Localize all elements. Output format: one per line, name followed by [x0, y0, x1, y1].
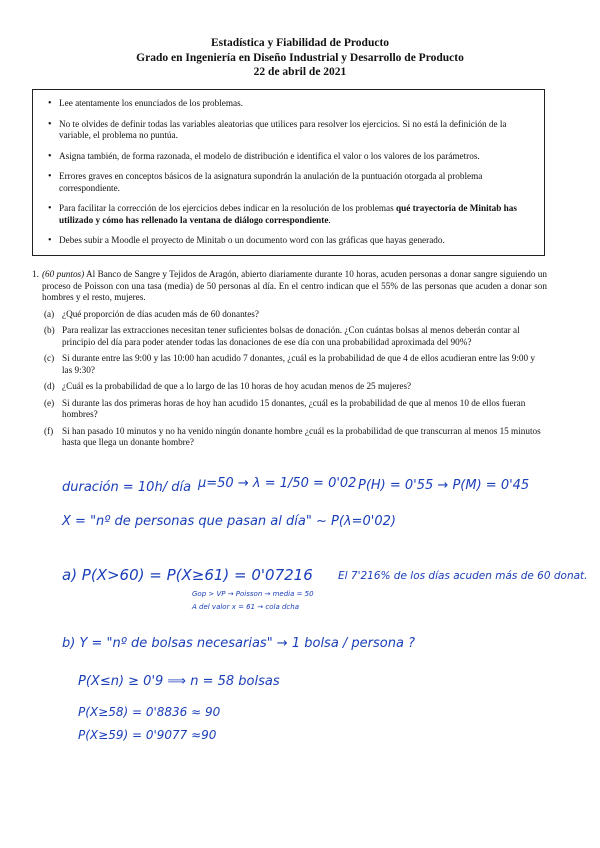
exam-date: 22 de abril de 2021 — [253, 66, 347, 78]
hand-b-l2: P(X≥59) = 0'9077 ≈90 — [78, 728, 217, 742]
instruction-item: • Asigna también, de forma razonada, el modelo de distribución e identifica el valor o los valores de los parámetros. — [59, 151, 534, 163]
problem-part: (b) Para realizar las extracciones necesitan tener suficientes bolsas de donación. ¿Con cuántas bolsas al menos deberán contar al principio del día para poder atender todas las donaciones de ese día con una probabilidad aproximada del 90%? — [44, 325, 520, 347]
problem-part: (e) Si durante las dos primeras horas de hoy han acudido 15 donantes, ¿cuál es la probabilidad de que al menos 10 de ellos fueran hombres? — [44, 397, 526, 419]
instruction-item: • Errores graves en conceptos básicos de la asignatura supondrán la anulación de la puntuación otorgada al problema correspondiente. — [59, 171, 534, 194]
hand-a-calc: a) P(X>60) = P(X≥61) = 0'07216 — [62, 566, 313, 584]
hand-b-def: b) Y = "nº de bolsas necesarias" → 1 bolsa / persona ? — [62, 636, 415, 651]
instructions-box — [32, 89, 545, 256]
problem-intro: (60 puntos) Al Banco de Sangre y Tejidos de Aragón, abierto diariamente durante 10 horas, acuden personas a donar sangre siguiendo un proceso de Poisson con una tasa (media) de 50 personas al día. En el centro indican que el 55% de las personas que acuden a donar son hombres y el resto, mujeres. — [42, 269, 547, 302]
exam-header — [0, 36, 600, 80]
degree-title: Grado en Ingeniería en Diseño Industrial y Desarrollo de Producto — [136, 51, 464, 64]
hand-x-def: X = "nº de personas que pasan al día" ~ P(λ=0'02) — [62, 514, 396, 529]
hand-duracion: duración = 10h/ día — [62, 480, 192, 495]
problem-part: (a) ¿Qué proporción de días acuden más de 60 donantes? — [44, 308, 259, 319]
hand-ph: P(H) = 0'55 → P(M) = 0'45 — [358, 478, 530, 493]
hand-a-result: El 7'216% de los días acuden más de 60 donat. — [338, 570, 588, 582]
hand-a-note1: Gop > VP → Poisson → media = 50 — [192, 590, 314, 598]
problem-1 — [32, 269, 547, 454]
problem-part: (c) Si durante entre las 9:00 y las 10:00 han acudido 7 donantes, ¿cuál es la probabilidad de que 4 de ellos acudieran entre las 9:00 y las 9:30? — [44, 353, 536, 375]
problem-part: (f) Si han pasado 10 minutos y no ha venido ningún donante hombre ¿cuál es la probabilidad de que transcurran al menos 15 minutos hasta que llega un donante hombre? — [44, 425, 541, 447]
hand-b-l1: P(X≥58) = 0'8836 ≈ 90 — [78, 705, 221, 719]
instruction-item: • Lee atentamente los enunciados de los problemas. — [59, 98, 534, 110]
hand-b-eq: P(X≤n) ≥ 0'9 ⟹ n = 58 bolsas — [78, 674, 280, 689]
problem-part: (d) ¿Cuál es la probabilidad de que a lo largo de las 10 horas de hoy acudan menos de 25 mujeres? — [44, 381, 412, 391]
instruction-item: • Para facilitar la corrección de los ejercicios debes indicar en la resolución de los problemas qué trayectoria de Minitab has utilizado y cómo has rellenado la ventana de diálogo correspondiente. — [59, 203, 534, 226]
problem-number: 1. — [32, 269, 39, 279]
hand-a-note2: A del valor x = 61 → cola dcha — [192, 603, 299, 611]
instruction-item: • No te olvides de definir todas las variables aleatorias que utilices para resolver los ejercicios. Si no está la definición de la variable, el problema no puntúa. — [59, 119, 534, 142]
hand-mu: µ=50 → λ = 1/50 = 0'02 — [198, 476, 357, 491]
instruction-item: • Debes subir a Moodle el proyecto de Minitab o un documento word con las gráficas que hayas generado. — [59, 235, 534, 247]
course-title: Estadística y Fiabilidad de Producto — [210, 37, 390, 49]
